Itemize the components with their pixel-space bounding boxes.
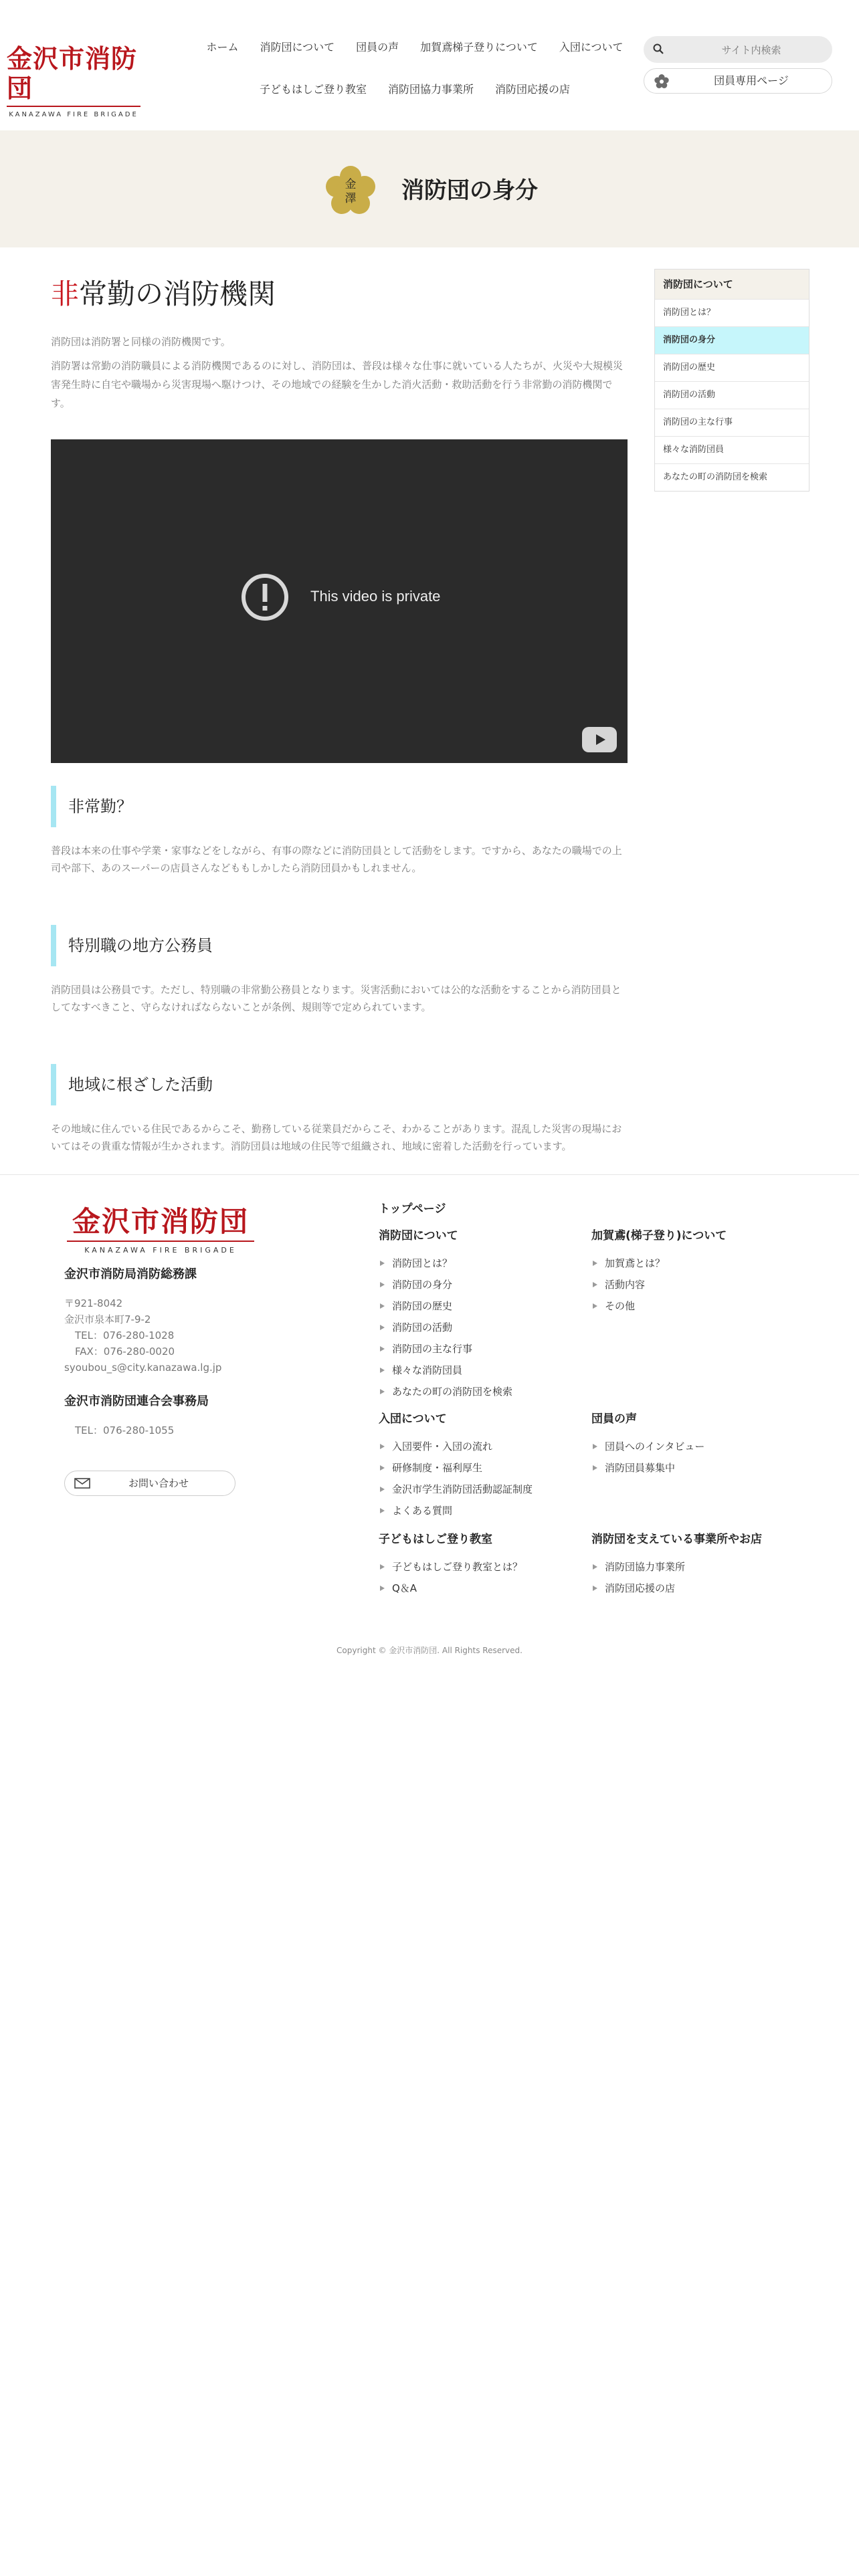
nav-item-kagatobi[interactable]: 加賀鳶梯子登りについて: [420, 41, 538, 53]
youtube-logo-icon[interactable]: [582, 727, 617, 752]
footer-link[interactable]: 消防団協力事業所: [591, 1556, 762, 1578]
footer-link[interactable]: 入団要件・入団の流れ: [379, 1436, 533, 1457]
footer-col-about: [379, 1227, 512, 1402]
page-title: 消防団の身分: [401, 177, 538, 204]
site-footer: [0, 1174, 859, 1670]
footer-col-join: [379, 1410, 533, 1521]
footer-top-page-link[interactable]: トップページ: [379, 1202, 446, 1216]
nav-item-kids-ladder[interactable]: 子どもはしご登り教室: [259, 83, 367, 96]
footer-link[interactable]: 消防団応援の店: [591, 1578, 762, 1599]
footer-col-supporters: [591, 1531, 762, 1599]
footer-link[interactable]: 団員へのインタビュー: [591, 1436, 704, 1457]
heading-accent-char: 非: [51, 278, 80, 310]
content-heading: [51, 271, 628, 318]
logo-rule: [7, 106, 140, 107]
nav-item-home[interactable]: ホーム: [206, 41, 239, 53]
heading-rest: 常勤の消防機関: [79, 278, 276, 310]
footer-link[interactable]: 消防団員募集中: [591, 1457, 704, 1479]
member-page-label: 団員専用ページ: [714, 74, 789, 87]
footer-contact-info: [64, 1266, 318, 1438]
footer-col-title[interactable]: 消防団を支えている事業所やお店: [591, 1533, 762, 1546]
site-search: [644, 36, 832, 63]
footer-link[interactable]: 消防団とは？: [379, 1253, 512, 1274]
section-body-3: その地域に住んでいる住民であるからこそ、勤務している従業員だからこそ、わかることがあります。混乱した災害の現場においてはその貴重な情報が生かされます。消防団員は地域の住民等で組織され、地域に密着した活動を行っています。: [51, 1123, 622, 1152]
main-nav: [187, 33, 642, 102]
nav-item-about[interactable]: 消防団について: [260, 41, 335, 53]
lead-paragraph-2: 消防署は常勤の消防職員による消防機関であるのに対し、消防団は、普段は様々な仕事に就いている人たちが、火災や大規模災害発生時に自宅や職場から災害現場へ駆けつけ、その地域での経験を生かした消火活動・救助活動を行う非常勤の消防機関です。: [51, 360, 624, 409]
nav-item-cooperating-businesses[interactable]: 消防団協力事業所: [387, 83, 474, 96]
video-private-notice: [241, 573, 442, 629]
section-heading-2: [51, 925, 628, 966]
side-item-what-is[interactable]: 消防団とは？: [655, 299, 809, 326]
section-title-2: 特別職の地方公務員: [68, 936, 213, 955]
nav-item-supporting-shops[interactable]: 消防団応援の店: [495, 83, 571, 96]
footer-col-title[interactable]: 消防団について: [379, 1229, 458, 1243]
side-item-events[interactable]: 消防団の主な行事: [655, 409, 809, 436]
nav-item-join[interactable]: 入団について: [559, 41, 624, 53]
footer-col-title[interactable]: 入団について: [379, 1412, 447, 1426]
section-heading-1: [51, 786, 628, 827]
footer-link[interactable]: よくある質問: [379, 1500, 533, 1521]
footer-fax: FAX：076-280-0020: [75, 1346, 175, 1358]
footer-tel-1: TEL：076-280-1028: [75, 1329, 175, 1341]
footer-org-2: 金沢市消防団連合会事務局: [64, 1394, 209, 1408]
side-menu: [654, 269, 809, 492]
side-menu-title: 消防団について: [655, 270, 809, 299]
footer-col-title[interactable]: 加賀鳶(梯子登り)について: [591, 1229, 727, 1243]
member-emblem-icon: [654, 74, 670, 90]
lead-paragraph-1: 消防団は消防署と同様の消防機関です。: [51, 336, 231, 348]
nav-item-voices[interactable]: 団員の声: [356, 41, 399, 53]
footer-link[interactable]: あなたの町の消防団を検索: [379, 1381, 512, 1402]
side-item-status[interactable]: 消防団の身分: [655, 326, 809, 354]
footer-link[interactable]: 消防団の主な行事: [379, 1338, 512, 1360]
footer-org-1: 金沢市消防局消防総務課: [64, 1267, 197, 1281]
nav-row-1: [187, 33, 642, 60]
footer-logo-text: 金沢市消防団: [72, 1205, 249, 1238]
footer-address: 金沢市泉本町7-9-2: [64, 1313, 151, 1325]
contact-label: お問い合わせ: [128, 1477, 189, 1489]
footer-logo-rule: [67, 1241, 254, 1242]
footer-link[interactable]: 様々な消防団員: [379, 1360, 512, 1381]
section-accent-bar: [51, 925, 56, 966]
side-item-history[interactable]: 消防団の歴史: [655, 354, 809, 381]
footer-link[interactable]: 消防団の身分: [379, 1274, 512, 1295]
footer-col-kids: [379, 1531, 522, 1599]
side-item-search-local[interactable]: あなたの町の消防団を検索: [655, 463, 809, 491]
footer-link[interactable]: 加賀鳶とは？: [591, 1253, 727, 1274]
footer-col-voices: [591, 1410, 704, 1479]
kanazawa-emblem-icon: [324, 164, 377, 217]
footer-col-title[interactable]: 団員の声: [591, 1412, 637, 1426]
footer-link[interactable]: Q＆A: [379, 1578, 522, 1599]
emblem-char-bottom: 澤: [345, 192, 357, 205]
footer-link[interactable]: 研修制度・福利厚生: [379, 1457, 533, 1479]
page-hero: [0, 130, 859, 247]
site-logo[interactable]: [7, 44, 140, 118]
footer-tel-2: TEL：076-280-1055: [75, 1424, 175, 1436]
footer-col-title[interactable]: 子どもはしご登り教室: [379, 1533, 492, 1546]
section-heading-3: [51, 1064, 628, 1105]
emblem-char-top: 金: [345, 178, 357, 191]
footer-logo-subtext: KANAZAWA FIRE BRIGADE: [84, 1246, 237, 1255]
side-item-members[interactable]: 様々な消防団員: [655, 436, 809, 463]
footer-link[interactable]: その他: [591, 1295, 727, 1317]
embedded-video[interactable]: [51, 439, 628, 763]
footer-logo[interactable]: [67, 1206, 254, 1255]
section-body-1: 普段は本来の仕事や学業・家事などをしながら、有事の際などに消防団員として活動をします。ですから、あなたの職場での上司や部下、あのスーパーの店員さんなどももしかしたら消防団員かもしれません。: [51, 845, 622, 874]
search-icon[interactable]: [653, 43, 664, 54]
footer-link[interactable]: 子どもはしご登り教室とは？: [379, 1556, 522, 1578]
footer-link[interactable]: 消防団の歴史: [379, 1295, 512, 1317]
section-title-3: 地域に根ざした活動: [68, 1075, 213, 1094]
logo-text: 金沢市消防団: [7, 43, 138, 103]
footer-link[interactable]: 消防団の活動: [379, 1317, 512, 1338]
footer-email[interactable]: syoubou_s@city.kanazawa.lg.jp: [64, 1362, 222, 1374]
nav-row-2: [187, 76, 642, 102]
search-input[interactable]: [680, 36, 823, 64]
section-accent-bar: [51, 1064, 56, 1105]
exclamation-circle-icon: [241, 573, 289, 621]
section-body-2: 消防団員は公務員です。ただし、特別職の非常勤公務員となります。災害活動においては公的な活動をすることから消防団員としてなすべきこと、守らなければならないことが条例、規則等で定められています。: [51, 984, 622, 1013]
site-header: [0, 0, 859, 130]
footer-link[interactable]: 活動内容: [591, 1274, 727, 1295]
section-accent-bar: [51, 786, 56, 827]
footer-postal: 〒921-8042: [64, 1297, 123, 1309]
side-item-activities[interactable]: 消防団の活動: [655, 381, 809, 409]
video-private-message: This video is private: [310, 588, 441, 605]
main-content: [51, 271, 628, 1155]
member-page-button[interactable]: [644, 68, 832, 94]
mail-icon: [74, 1478, 90, 1489]
footer-col-kagatobi: [591, 1227, 727, 1317]
copyright: Copyright © 金沢市消防団. All Rights Reserved.: [337, 1646, 522, 1655]
logo-subtext: KANAZAWA FIRE BRIGADE: [9, 111, 138, 118]
section-title-1: 非常勤？: [68, 797, 132, 816]
contact-button[interactable]: [64, 1471, 235, 1496]
footer-link[interactable]: 金沢市学生消防団活動認証制度: [379, 1479, 533, 1500]
